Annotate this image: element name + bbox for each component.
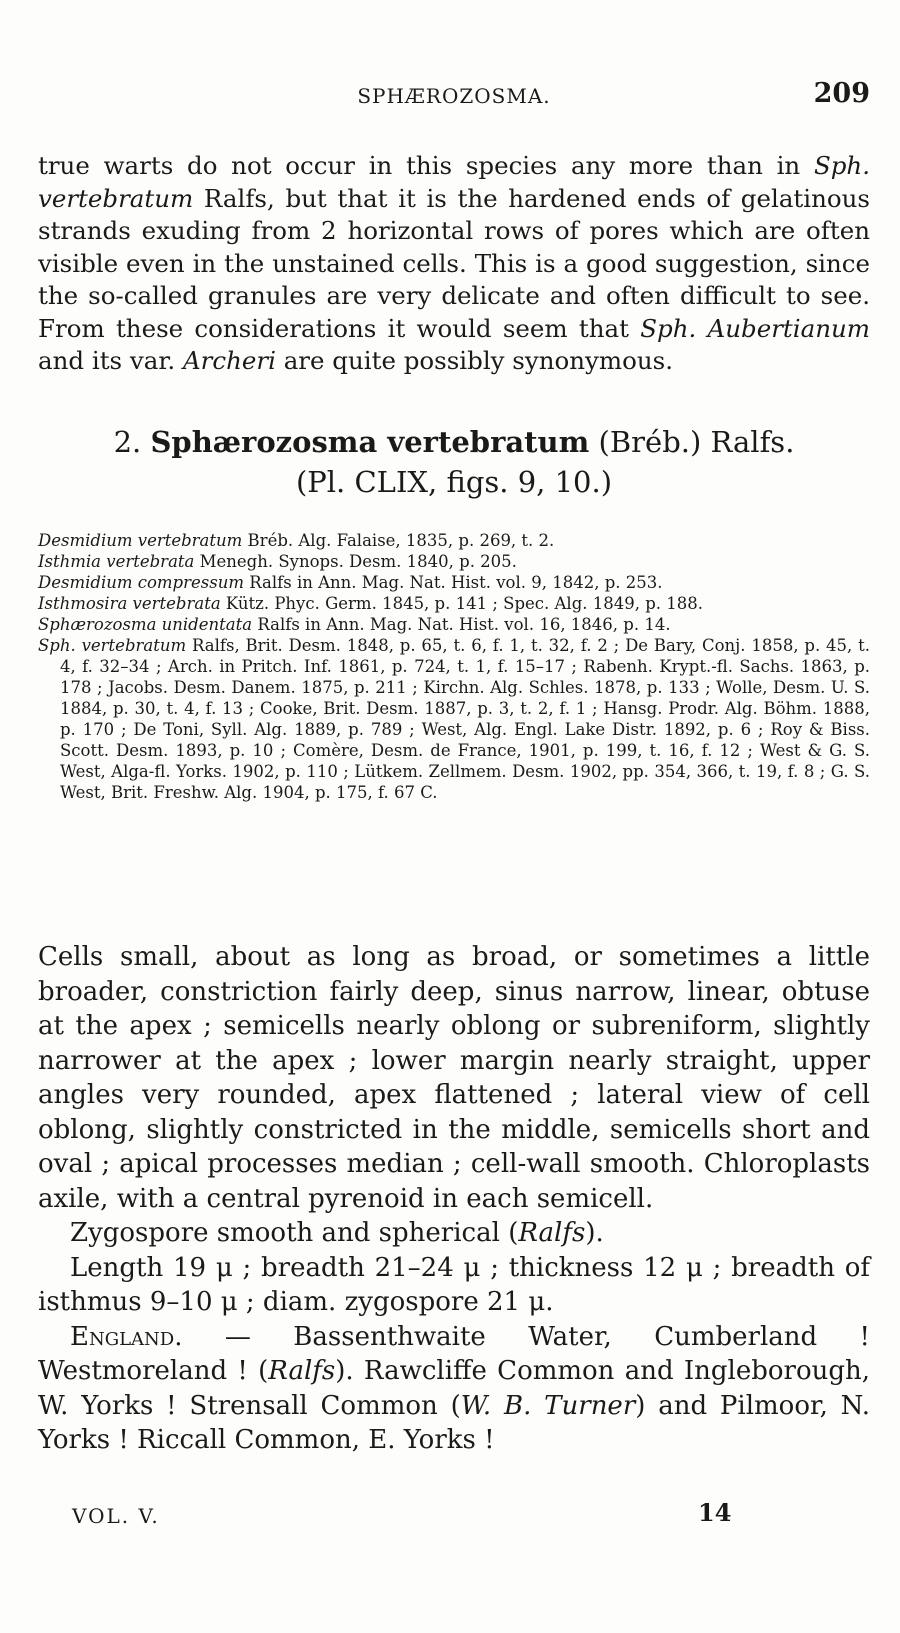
description-paragraph: Cells small, about as long as broad, or sometimes a little broader, constriction fairly deep, sinus narrow, linear, obtuse at the apex ; semicells nearly oblong or subreniform, slightly narrower at the apex ; lower margin nearly straight, upper angles very rounded, apex flattened ; lateral view of cell oblong, slightly constricted in the middle, semicells short and oval ; apical processes median ; cell-wall smooth. Chloroplasts axile, with a central pyrenoid in each semicell. bbox=[38, 942, 870, 1214]
intro-text-2: Ralfs, but that it is the hardened ends of gelatinous strands exuding from 2 horizontal rows of pores which are often visible even in the unstained cells. This is a good suggestion, since the so-called granules are very delicate and often difficult to see. From these considerations it would seem that bbox=[38, 183, 870, 343]
distribution-paragraph bbox=[38, 1320, 870, 1458]
intro-text-4: are quite possibly synonymous. bbox=[275, 346, 673, 375]
signature-mark: 14 bbox=[698, 1498, 732, 1527]
species-name: Sphærozosma vertebratum bbox=[150, 425, 590, 459]
volume-label: VOL. V. bbox=[72, 1504, 160, 1528]
intro-italic-2: Sph. Aubertianum bbox=[640, 313, 870, 343]
species-heading bbox=[38, 422, 870, 502]
synonym-reference: Ralfs in Ann. Mag. Nat. Hist. vol. 16, 1846, p. 14. bbox=[252, 615, 671, 634]
intro-text-3: and its var. bbox=[38, 346, 183, 375]
page-number: 209 bbox=[813, 78, 870, 109]
plate-reference: (Pl. CLIX, figs. 9, 10.) bbox=[295, 465, 613, 499]
book-page bbox=[38, 0, 870, 1633]
synonym-name: Desmidium vertebratum bbox=[38, 531, 243, 550]
distribution-text-3: ) and Pilmoor, N. Yorks ! Riccall Common, E. Yorks ! bbox=[38, 1390, 870, 1455]
synonym-name: Isthmosira vertebrata bbox=[38, 594, 221, 613]
running-head: SPHÆROZOSMA. bbox=[357, 84, 551, 108]
synonym-entry bbox=[38, 593, 870, 614]
distribution-italic-2: W. B. Turner bbox=[460, 1390, 636, 1421]
synonym-reference: Menegh. Synops. Desm. 1840, p. 205. bbox=[194, 552, 517, 571]
intro-paragraph bbox=[38, 150, 870, 378]
synonym-reference: Kütz. Phyc. Germ. 1845, p. 141 ; Spec. Alg. 1849, p. 188. bbox=[220, 594, 704, 613]
intro-text-1: true warts do not occur in this species any more than in bbox=[38, 151, 814, 180]
synonym-name: Sph. vertebratum bbox=[38, 636, 187, 655]
distribution-text-1: — Bassenthwaite Water, Cumberland ! Westmoreland ! ( bbox=[38, 1321, 870, 1386]
synonym-name: Isthmia vertebrata bbox=[38, 552, 195, 571]
zygospore-text: Zygospore smooth and spherical ( bbox=[70, 1218, 519, 1248]
country-label: England. bbox=[70, 1321, 183, 1352]
synonym-entry bbox=[38, 551, 870, 572]
synonym-entry bbox=[38, 614, 870, 635]
synonym-name: Sphærozosma unidentata bbox=[38, 615, 253, 634]
synonymy-list bbox=[38, 530, 870, 803]
synonym-entry bbox=[38, 530, 870, 551]
synonym-entry bbox=[38, 572, 870, 593]
species-number: 2. bbox=[113, 425, 151, 459]
page-header bbox=[38, 78, 870, 112]
synonym-reference: Bréb. Alg. Falaise, 1835, p. 269, t. 2. bbox=[242, 531, 555, 550]
species-description bbox=[38, 940, 870, 1458]
intro-italic-3: Archeri bbox=[182, 346, 276, 375]
synonym-reference: Ralfs, Brit. Desm. 1848, p. 65, t. 6, f. 1, t. 32, f. 2 ; De Bary, Conj. 1858, p. 45, t. 4, f. 32–34 ; Arch. in Pritch. Inf. 1861, p. 724, t. 1, f. 15–17 ; Rabenh. Krypt.-fl. Sachs. 1863, p. 178 ; Jacobs. Desm. Danem. 1875, p. 211 ; Kirchn. Alg. Schles. 1878, p. 133 ; Wolle, Desm. U. S. 1884, p. 30, t. 4, f. 13 ; Cooke, Brit. Desm. 1887, p. 3, t. 2, f. 1 ; Hansg. Prodr. Alg. Böhm. 1888, p. 170 ; De Toni, Syll. Alg. 1889, p. 789 ; West, Alg. Engl. Lake Distr. 1892, p. 6 ; Roy & Biss. Scott. Desm. 1893, p. 10 ; Comère, Desm. de France, 1901, p. 199, t. 16, f. 12 ; West & G. S. West, Alga-fl. Yorks. 1902, p. 110 ; Lütkem. Zellmem. Desm. 1902, pp. 354, 366, t. 19, f. 8 ; G. S. West, Brit. Freshw. Alg. 1904, p. 175, f. 67 C. bbox=[60, 636, 870, 802]
zygospore-paragraph bbox=[38, 1216, 870, 1251]
species-authority: (Bréb.) Ralfs. bbox=[589, 425, 795, 459]
measurements-paragraph: Length 19 μ ; breadth 21–24 μ ; thickness 12 μ ; breadth of isthmus 9–10 μ ; diam. zygospore 21 μ. bbox=[38, 1252, 870, 1317]
zygospore-text-end: ). bbox=[585, 1218, 604, 1248]
distribution-italic-1: Ralfs bbox=[268, 1356, 336, 1386]
distribution-text-2: ). Rawcliffe Common and Ingleborough, W. Yorks ! Strensall Common ( bbox=[38, 1356, 871, 1421]
synonym-entry bbox=[38, 635, 870, 803]
synonym-reference: Ralfs in Ann. Mag. Nat. Hist. vol. 9, 1842, p. 253. bbox=[243, 573, 663, 592]
page-footer bbox=[38, 1498, 870, 1528]
intro-italic-1: Sph. vertebratum bbox=[38, 151, 870, 213]
zygospore-authority: Ralfs bbox=[518, 1218, 586, 1248]
synonym-name: Desmidium compressum bbox=[38, 573, 244, 592]
